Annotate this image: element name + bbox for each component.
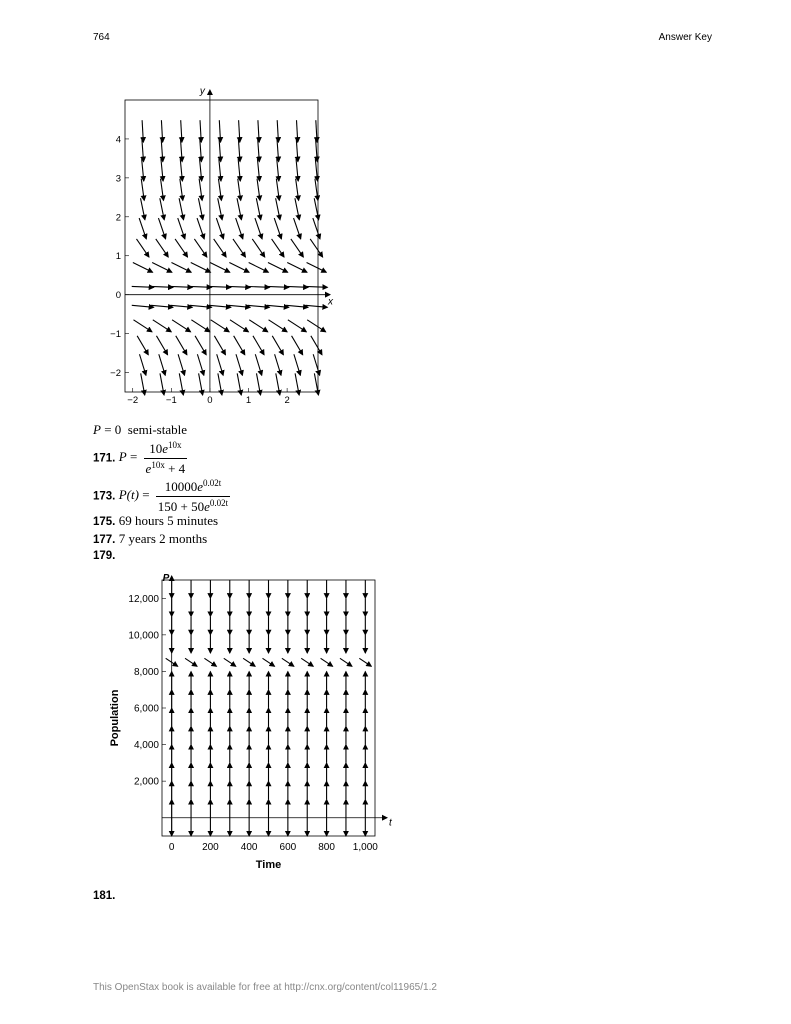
slope-arrow (152, 263, 172, 273)
y-axis-label: y (199, 86, 205, 97)
slope-arrow (277, 159, 279, 181)
slope-arrow (214, 336, 225, 355)
slope-arrow (228, 286, 250, 287)
slope-arrow (297, 120, 298, 142)
slope-arrow (175, 239, 187, 257)
slope-arrow (133, 263, 153, 273)
slope-arrow (178, 354, 184, 375)
slope-arrow (151, 305, 173, 307)
slope-arrow (228, 305, 250, 307)
slope-arrow (253, 336, 264, 355)
slope-arrow (267, 286, 289, 287)
slope-arrow (200, 140, 202, 162)
slope-field-chart-1 (100, 82, 360, 412)
x-tick-label: 1 (245, 395, 252, 406)
slope-arrow (292, 336, 303, 355)
slope-arrow (211, 320, 229, 332)
slope-arrow (307, 320, 325, 332)
x-tick-label: 400 (240, 842, 258, 853)
slope-arrow (137, 336, 148, 355)
answer-173: 173. P(t) = $\frac{10000e^{0.02t}}{150 + 50e^{0.02t}}$ (93, 478, 229, 514)
slope-arrow (136, 239, 148, 257)
y-tick-label: 4,000 (133, 740, 159, 752)
slope-arrow (255, 218, 262, 239)
slope-arrow (191, 320, 209, 332)
slope-arrow (305, 305, 327, 307)
slope-arrow (277, 120, 278, 142)
slope-arrow (199, 179, 202, 201)
slope-arrow (269, 320, 287, 332)
x-tick-label: 2 (284, 395, 290, 406)
slope-arrow (229, 263, 249, 273)
slope-arrow (295, 198, 299, 220)
y-tick-label: 2,000 (133, 776, 159, 788)
slope-arrow (296, 140, 298, 162)
slope-arrow (218, 179, 221, 201)
slope-arrow (160, 198, 164, 220)
slope-arrow (161, 179, 164, 201)
slope-arrow (139, 218, 146, 239)
slope-field-chart-2 (100, 568, 400, 878)
slope-arrow (209, 305, 231, 307)
slope-arrow (200, 159, 202, 181)
y-title: Population (109, 689, 121, 747)
slope-arrow (141, 179, 144, 201)
slope-arrow (236, 354, 242, 375)
slope-arrow (252, 239, 264, 257)
slope-arrow (195, 336, 206, 355)
slope-arrow (236, 218, 243, 239)
slope-arrow (286, 286, 308, 287)
slope-arrow (255, 354, 261, 375)
slope-arrow (151, 286, 173, 287)
slope-arrow (194, 239, 206, 257)
slope-arrow (272, 336, 283, 355)
slope-arrow (216, 218, 223, 239)
slope-arrow (248, 286, 270, 287)
slope-arrow (142, 120, 143, 142)
y-tick-label: 10,000 (128, 630, 159, 642)
slope-arrow (159, 354, 165, 375)
y-tick-label: 1 (115, 251, 121, 263)
slope-arrow (316, 120, 317, 142)
slope-arrow (272, 239, 284, 257)
slope-arrow (286, 305, 308, 307)
slope-arrow (249, 263, 269, 273)
x-tick-label: 0 (207, 395, 213, 406)
semi-stable-line: P = 0 semi-stable (93, 422, 188, 437)
x-tick-label: 200 (202, 842, 219, 853)
slope-arrow (197, 218, 204, 239)
slope-arrow (218, 198, 222, 220)
slope-arrow (274, 218, 281, 239)
x-tick-label: 800 (318, 842, 335, 853)
slope-arrow (181, 120, 182, 142)
slope-arrow (230, 320, 248, 332)
slope-arrow (257, 159, 259, 181)
slope-arrow (275, 354, 281, 375)
slope-arrow (268, 263, 288, 273)
answer-179: 179. (93, 550, 116, 562)
t-axis-label: t (389, 817, 392, 829)
y-tick-label: −2 (110, 368, 121, 380)
slope-arrow (172, 320, 190, 332)
slope-arrow (170, 286, 192, 287)
answer-171: 171. P = $\frac{10e^{10x}}{e^{10x} + 4}$ (93, 440, 186, 476)
slope-arrow (267, 305, 289, 307)
slope-arrow (234, 336, 245, 355)
y-tick-label: 6,000 (133, 703, 159, 715)
x-tick-label: 0 (168, 842, 175, 853)
slope-arrow (238, 159, 240, 181)
slope-arrow (198, 198, 202, 220)
slope-arrow (219, 140, 221, 162)
answer-175: 175. 69 hours 5 minutes (93, 513, 219, 528)
slope-arrow (133, 320, 151, 332)
slope-arrow (310, 239, 322, 257)
slope-arrow (256, 198, 260, 220)
slope-arrow (239, 120, 240, 142)
slope-arrow (209, 286, 231, 287)
slope-arrow (142, 159, 144, 181)
slope-arrow (238, 140, 240, 162)
slope-arrow (219, 120, 220, 142)
slope-arrow (233, 239, 245, 257)
x-title: Time (255, 859, 282, 871)
slope-arrow (249, 320, 267, 332)
slope-arrow (294, 218, 301, 239)
slope-arrow (276, 179, 279, 201)
slope-arrow (161, 120, 162, 142)
slope-arrow (224, 658, 236, 666)
slope-arrow (305, 286, 327, 287)
slope-arrow (243, 658, 255, 666)
y-tick-label: 12,000 (128, 593, 159, 605)
slope-arrow (190, 305, 212, 307)
slope-arrow (153, 320, 171, 332)
slope-arrow (140, 354, 146, 375)
footer-note: This OpenStax book is available for free at http://cnx.org/content/col11965/1.2 (93, 982, 437, 993)
slope-arrow (158, 218, 165, 239)
slope-arrow (191, 263, 211, 273)
slope-arrow (200, 120, 201, 142)
slope-arrow (287, 263, 307, 273)
slope-arrow (180, 179, 183, 201)
slope-arrow (178, 218, 185, 239)
slope-arrow (237, 198, 241, 220)
slope-arrow (185, 658, 197, 666)
slope-arrow (296, 179, 299, 201)
slope-arrow (276, 198, 280, 220)
y-tick-label: 3 (115, 173, 121, 185)
x-tick-label: −2 (127, 395, 139, 406)
slope-arrow (311, 336, 322, 355)
slope-arrow (296, 159, 298, 181)
slope-arrow (170, 305, 192, 307)
slope-arrow (321, 658, 333, 666)
slope-arrow (180, 159, 182, 181)
slope-arrow (217, 354, 223, 375)
slope-arrow (197, 354, 203, 375)
slope-arrow (204, 658, 216, 666)
slope-arrow (132, 305, 154, 307)
slope-arrow (156, 336, 167, 355)
answer-177: 177. 7 years 2 months (93, 531, 208, 546)
slope-arrow (141, 198, 145, 220)
x-axis-label: x (328, 296, 333, 308)
p-axis-label: P (162, 573, 170, 584)
slope-arrow (313, 218, 320, 239)
slope-arrow (257, 179, 260, 201)
slope-arrow (258, 140, 260, 162)
slope-arrow (316, 140, 318, 162)
slope-arrow (161, 159, 163, 181)
slope-arrow (258, 120, 259, 142)
slope-arrow (238, 179, 241, 201)
x-tick-label: −1 (165, 395, 177, 406)
slope-arrow (277, 140, 279, 162)
slope-arrow (307, 263, 327, 273)
slope-arrow (340, 658, 352, 666)
slope-arrow (142, 140, 144, 162)
slope-arrow (210, 263, 230, 273)
slope-arrow (248, 305, 270, 307)
slope-arrow (179, 198, 183, 220)
slope-arrow (132, 286, 154, 287)
slope-arrow (181, 140, 183, 162)
slope-arrow (176, 336, 187, 355)
slope-arrow (288, 320, 306, 332)
page-number: 764 (93, 32, 110, 43)
slope-arrow (214, 239, 226, 257)
slope-arrow (291, 239, 303, 257)
slope-arrow (315, 179, 318, 201)
slope-arrow (263, 658, 275, 666)
y-tick-label: 4 (115, 134, 121, 146)
slope-arrow (294, 354, 300, 375)
slope-arrow (190, 286, 212, 287)
slope-arrow (282, 658, 294, 666)
slope-arrow (315, 159, 317, 181)
running-header: Answer Key (658, 32, 712, 43)
slope-arrow (171, 263, 191, 273)
y-tick-label: −1 (110, 329, 121, 341)
slope-arrow (313, 354, 319, 375)
x-tick-label: 1,000 (352, 842, 378, 853)
x-tick-label: 600 (279, 842, 297, 853)
slope-arrow (156, 239, 168, 257)
answer-181: 181. (93, 890, 116, 902)
slope-arrow (161, 140, 163, 162)
y-tick-label: 0 (115, 290, 121, 302)
y-tick-label: 8,000 (133, 666, 159, 678)
slope-arrow (219, 159, 221, 181)
slope-arrow (301, 658, 313, 666)
slope-arrow (359, 658, 371, 666)
y-tick-label: 2 (115, 212, 121, 224)
